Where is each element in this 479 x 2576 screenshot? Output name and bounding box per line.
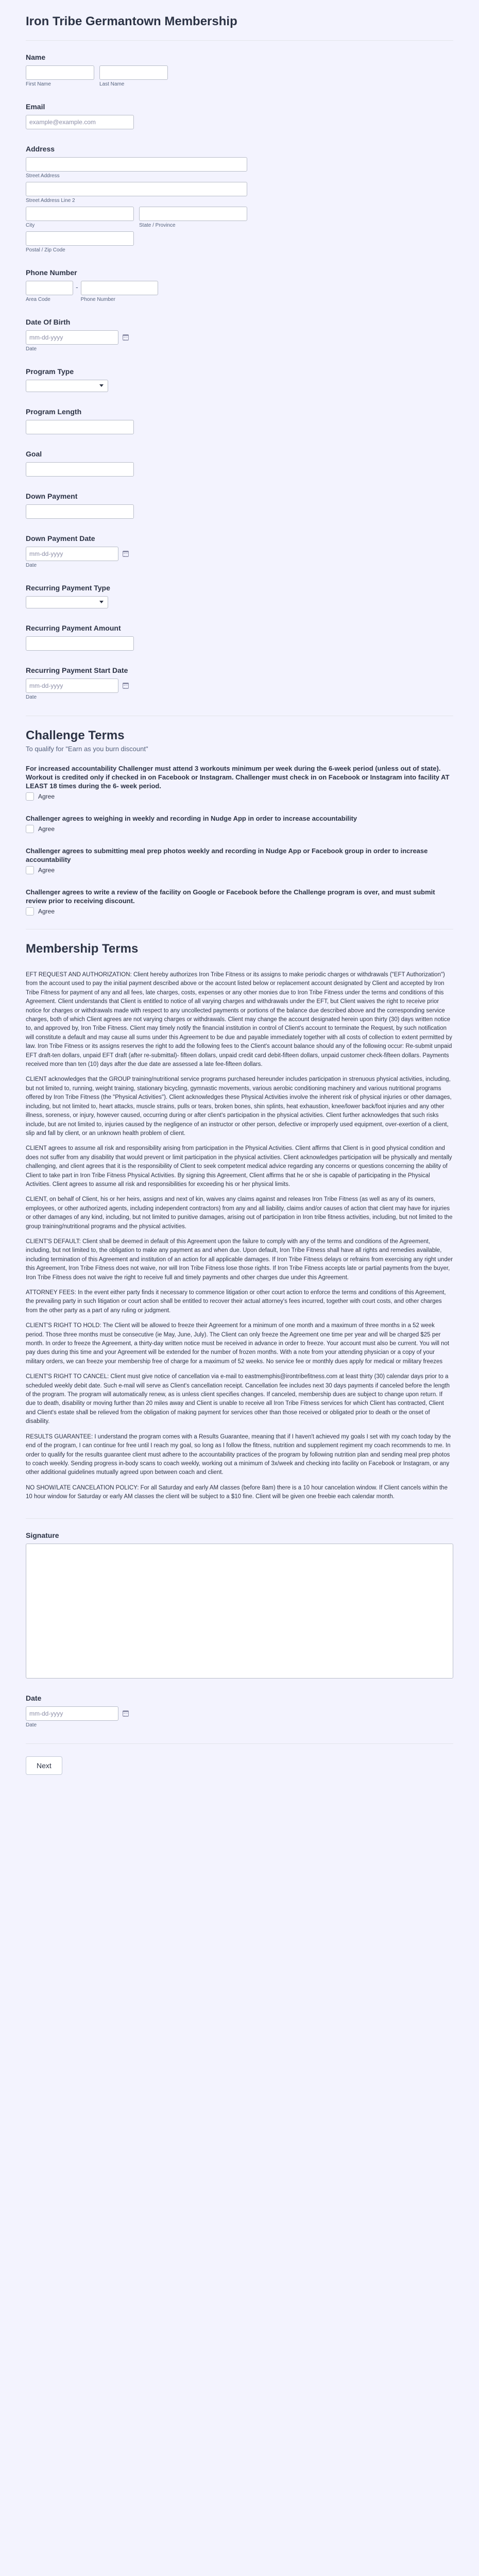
last-name-input[interactable] bbox=[99, 65, 168, 80]
challenge-terms-section bbox=[26, 728, 453, 916]
calendar-icon[interactable] bbox=[123, 334, 129, 341]
recurring-payment-type-select[interactable] bbox=[26, 596, 108, 608]
agree-checkbox-row[interactable] bbox=[26, 907, 453, 916]
city-input[interactable] bbox=[26, 207, 134, 221]
address-label: Address bbox=[26, 145, 55, 153]
terms-paragraph: NO SHOW/LATE CANCELATION POLICY: For all Saturday and early AM classes (before 8am) there is a 10 hour cancelation window. If Client cancels within the 10 hour window for Saturday or early AM classes the client will be subject to a $10 fine. Client will be given one freebie each calendar month. bbox=[26, 1484, 448, 1500]
goal-field bbox=[26, 450, 453, 477]
agree-label: Agree bbox=[38, 867, 55, 874]
state-input[interactable] bbox=[139, 207, 247, 221]
form-title: Iron Tribe Germantown Membership bbox=[26, 14, 237, 28]
area-code-sublabel: Area Code bbox=[26, 297, 50, 302]
program-length-input[interactable] bbox=[26, 420, 134, 434]
program-length-label: Program Length bbox=[26, 408, 82, 416]
recurring-payment-start-input[interactable] bbox=[26, 679, 118, 693]
date-label: Date bbox=[26, 1693, 42, 1702]
challenge-term-text: Challenger agrees to write a review of the facility on Google or Facebook before the Challenge program is over, and must submit review prior to receiving discount. bbox=[26, 888, 435, 905]
date-field bbox=[26, 1694, 453, 1728]
challenge-terms-subtitle: To qualify for "Earn as you burn discount" bbox=[26, 745, 148, 753]
down-payment-date-label: Down Payment Date bbox=[26, 534, 95, 543]
recurring-payment-start-label: Recurring Payment Start Date bbox=[26, 666, 128, 674]
dob-sublabel: Date bbox=[26, 346, 37, 352]
membership-terms-heading: Membership Terms bbox=[26, 942, 139, 956]
phone-separator: - bbox=[76, 283, 78, 291]
street-address-2-sublabel: Street Address Line 2 bbox=[26, 198, 75, 204]
agree-label: Agree bbox=[38, 793, 55, 800]
recurring-payment-start-field bbox=[26, 666, 453, 700]
address-field bbox=[26, 145, 453, 253]
goal-label: Goal bbox=[26, 450, 42, 458]
signature-pad[interactable] bbox=[26, 1544, 453, 1679]
terms-paragraph: CLIENT, on behalf of Client, his or her heirs, assigns and next of kin, waives any claims against and releases Iron Tribe Fitness (as well as any of its owners, employees, or other authorized agents, including independent contractors) from any and all liability, claims and/or causes of action that client may have for injuries or other damages of any kind, including, but not limited to punitive damages, arising out of participation in Iron tribe fitness activities, including, but not limited to the group training/nutritional programs and the physical activities. bbox=[26, 1196, 453, 1230]
street-address-sublabel: Street Address bbox=[26, 173, 60, 179]
signature-field bbox=[26, 1531, 453, 1679]
agree-label: Agree bbox=[38, 908, 55, 915]
title-divider bbox=[26, 40, 453, 41]
email-label: Email bbox=[26, 103, 45, 111]
challenge-term-text: For increased accountability Challenger must attend 3 workouts minimum per week during the 6-week period (unless out of state). Workout is credited only if checked in on Facebook or Instagram. Challenger must check in on Facebook or Instagram into facility AT LEAST 18 times during the 6- week period. bbox=[26, 765, 450, 790]
date-sublabel: Date bbox=[26, 1722, 37, 1728]
name-field bbox=[26, 53, 453, 87]
challenge-term-text: Challenger agrees to weighing in weekly and recording in Nudge App in order to increase accountability bbox=[26, 815, 357, 822]
agree-checkbox-row[interactable] bbox=[26, 825, 453, 833]
name-label: Name bbox=[26, 53, 46, 61]
recurring-payment-amount-input[interactable] bbox=[26, 636, 134, 651]
section-divider bbox=[26, 1518, 453, 1519]
down-payment-label: Down Payment bbox=[26, 492, 78, 500]
calendar-icon[interactable] bbox=[123, 551, 129, 557]
recurring-payment-start-sublabel: Date bbox=[26, 694, 37, 700]
email-input[interactable] bbox=[26, 115, 134, 129]
email-field bbox=[26, 103, 453, 129]
postal-code-input[interactable] bbox=[26, 231, 134, 246]
program-type-field bbox=[26, 367, 453, 392]
terms-paragraph: ATTORNEY FEES: In the event either party finds it necessary to commence litigation or other court action to enforce the terms and conditions of this Agreement, the prevailing party in such litigation or court action shall be entitled to recover their actual attorney's fees incurred, together with court costs, and other charges from the other party as a part of any ruling or judgment. bbox=[26, 1290, 446, 1314]
terms-paragraph: CLIENT'S RIGHT TO HOLD: The Client will be allowed to freeze their Agreement for a minimum of one month and a maximum of three months in a 52 week period. Those three months must be consecutive (ie May, June, July). The Client can only freeze the Agreement one time per year and will be charged $25 per month. In order to freeze the Agreement, a thirty-day written notice must be received in advance in order to freeze. Your account must also be current. You will not pay dues during this time and your Agreement will be extended for the number of frozen months. With a note from your attending physician or a copy of your military orders, we can freeze your membership free of charge for a maximum of 52 weeks. No service fee or monthly dues apply for medical or military freezes bbox=[26, 1323, 450, 1365]
down-payment-field bbox=[26, 492, 453, 519]
program-length-field bbox=[26, 408, 453, 434]
agree-checkbox[interactable] bbox=[26, 792, 34, 801]
terms-paragraph: CLIENT agrees to assume all risk and responsibility arising from participation in the Physical Activities. Client affirms that Client is in good physical condition and does not suffer from any disability that would prevent or limit participation in the physical activities. Client acknowledges participation will be physically and mentally challenging, and client agrees that it is the responsibility of Client to seek competent medical advice regarding any concerns or questions concerning the ability of Client to take part in Iron Tribe Fitness Physical Activities. By signing this Agreement, Client affirms that he or she is capable of participating in the Physical Activities. Client agrees to assume all risk and responsibilities for exceeding his or her physical limits. bbox=[26, 1145, 452, 1188]
program-type-select[interactable] bbox=[26, 380, 108, 392]
first-name-sublabel: First Name bbox=[26, 81, 51, 87]
terms-paragraph: CLIENT acknowledges that the GROUP training/nutritional service programs purchased hereunder includes participation in strenuous physical activities, including, but not limited to, running, weight training, stationary bicycling, gymnastic movements, various aerobic conditioning machinery and various nutritional programs offered by Iron Tribe Fitness (the "Physical Activities"). Client acknowledges these Physical Activities involve the inherent risk of physical injuries or other damages, including, but not limited to, heart attacks, muscle strains, pulls or tears, broken bones, shin splints, heat exhaustion, knee/lower back/foot injuries and any other illness, soreness, or injury, however caused, occurring during or after client's participation in the physical activities. Client further acknowledges that such risks include, but are not limited to, injuries caused by the negligence of an instructor or other person, defective or improperly used equipment, over-exertion of a client, slip and fall by client, or an unknown health problem of client. bbox=[26, 1076, 452, 1137]
signature-label: Signature bbox=[26, 1531, 59, 1539]
recurring-payment-type-field bbox=[26, 584, 453, 608]
agree-checkbox-row[interactable] bbox=[26, 866, 453, 874]
state-sublabel: State / Province bbox=[139, 223, 176, 228]
last-name-sublabel: Last Name bbox=[99, 81, 125, 87]
street-address-input[interactable] bbox=[26, 157, 247, 172]
agree-checkbox[interactable] bbox=[26, 866, 34, 874]
area-code-input[interactable] bbox=[26, 281, 73, 295]
calendar-icon[interactable] bbox=[123, 683, 129, 689]
challenge-term-text: Challenger agrees to submitting meal prep photos weekly and recording in Nudge App or Facebook group in order to increase accountability bbox=[26, 847, 428, 863]
down-payment-date-sublabel: Date bbox=[26, 563, 37, 568]
city-sublabel: City bbox=[26, 223, 35, 228]
dob-field bbox=[26, 318, 453, 352]
agree-label: Agree bbox=[38, 825, 55, 833]
first-name-input[interactable] bbox=[26, 65, 94, 80]
goal-input[interactable] bbox=[26, 462, 134, 477]
agree-checkbox[interactable] bbox=[26, 907, 34, 916]
chevron-down-icon bbox=[99, 384, 104, 387]
terms-paragraph: CLIENT'S DEFAULT: Client shall be deemed in default of this Agreement upon the failure to comply with any of the terms and conditions of the Agreement, including, but not limited to, the obligation to make any payment as and when due. Upon default, Iron Tribe Fitness shall have all rights and remedies available, including termination of this Agreement and institution of an action for all applicable damages. If Iron Tribe Fitness delays or refrains from exercising any right under this Agreement, Iron Tribe Fitness does not waive, nor will Iron Tribe Fitness lose those rights. If Iron Tribe Fitness accepts late or partial payments from the buyer, Iron Tribe Fitness does not waive the right to receive full and timely payments and other charges due under this Agreement. bbox=[26, 1238, 453, 1281]
challenge-terms-heading: Challenge Terms bbox=[26, 728, 125, 742]
recurring-payment-amount-field bbox=[26, 624, 453, 651]
terms-paragraph: CLIENT'S RIGHT TO CANCEL: Client must give notice of cancellation via e-mail to eastmemphis@irontribefitness.com at least thirty (30) calendar days prior to a scheduled weekly debit date. Such e-mail will serve as Client's cancellation receipt. Cancellation fee includes next 30 days payments if canceled before the length of the program. The program will automatically renew, as is unless client specifies changes. If canceled, membership dues are subject to change upon return. If due to death, disability or moving further than 20 miles away and Client is unable to receive all Iron Tribe Fitness services for which Client has contracted, Client and Client's estate shall be relieved from the obligation of making payment for services other than those received or obligated prior to death or the onset of disability. bbox=[26, 1374, 450, 1425]
program-type-label: Program Type bbox=[26, 367, 74, 376]
down-payment-input[interactable] bbox=[26, 504, 134, 519]
phone-field bbox=[26, 268, 453, 302]
next-button[interactable]: Next bbox=[26, 1756, 62, 1775]
recurring-payment-type-label: Recurring Payment Type bbox=[26, 584, 110, 592]
dob-label: Date Of Birth bbox=[26, 318, 71, 326]
terms-paragraph: RESULTS GUARANTEE: I understand the program comes with a Results Guarantee, meaning that if I haven't achieved my goals I set with my coach today by the end of the program, I can continue for free until I reach my goal, so long as I follow the fitness, nutrition and supplement regiment my coach recommends to me. In order to qualify for the results guarantee client must adhere to the accountability practices of the program by following nutrition plan and sending meal prep photos to coach weekly. Sending progress in-body scans to coach weekly, working out a minimum of 3x/week and checking into facility on Facebook or Instagram, or any other additional guidelines mutually agreed upon between coach and client. bbox=[26, 1433, 451, 1476]
membership-terms-section bbox=[26, 942, 453, 1502]
street-address-2-input[interactable] bbox=[26, 182, 247, 196]
agree-checkbox[interactable] bbox=[26, 825, 34, 833]
terms-paragraph: EFT REQUEST AND AUTHORIZATION: Client hereby authorizes Iron Tribe Fitness or its assigns to make periodic charges or withdrawals ("EFT Authorization") from the account used to pay the initial payment described above or the account listed below or replacement account designated by Client and accepted by Iron Tribe Fitness for payment of any and all fees, late charges, costs, expenses or any other monies due to Iron Tribe Fitness under the terms and conditions of this Agreement. Client understands that Client is entitled to notice of all varying charges and withdrawals under the EFT, but Client waives the right to receive prior notice for charges or withdrawals made with respect to any uncollected payments or portions of the balance due described above and the corresponding service charges, both of which Client agrees are not varying charges or withdrawals. Client may change the account designated herein upon thirty (30) days written notice to, and approved by, Iron Tribe Fitness. Client may timely notify the financial institution in control of Client's account to terminate the Request, by such notification will constitute a default and may cause all sums under this Agreement to be due and payable immediately together with all costs of collection to extent permitted by law. Iron Tribe Fitness or its assigns reserves the right to add the following fees to the Client's account balance should any of the following occur: Re-submit unpaid EFT draft-ten dollars, unpaid EFT draft (after re-submittal)- fifteen dollars, unpaid credit card debit-fifteen dollars, unpaid customer check-fifteen dollars. Payments received more than ten (10) days after the due date are assessed a late fee-fifteen dollars. bbox=[26, 972, 452, 1068]
down-payment-date-field bbox=[26, 534, 453, 568]
agree-checkbox-row[interactable] bbox=[26, 792, 453, 801]
footer-divider bbox=[26, 1743, 453, 1744]
calendar-icon[interactable] bbox=[123, 1710, 129, 1717]
date-input[interactable] bbox=[26, 1706, 118, 1721]
phone-label: Phone Number bbox=[26, 268, 77, 277]
down-payment-date-input[interactable] bbox=[26, 547, 118, 561]
chevron-down-icon bbox=[99, 601, 104, 603]
phone-number-input[interactable] bbox=[81, 281, 158, 295]
dob-input[interactable] bbox=[26, 330, 118, 345]
postal-code-sublabel: Postal / Zip Code bbox=[26, 247, 65, 253]
phone-number-sublabel: Phone Number bbox=[80, 297, 115, 302]
recurring-payment-amount-label: Recurring Payment Amount bbox=[26, 624, 121, 632]
